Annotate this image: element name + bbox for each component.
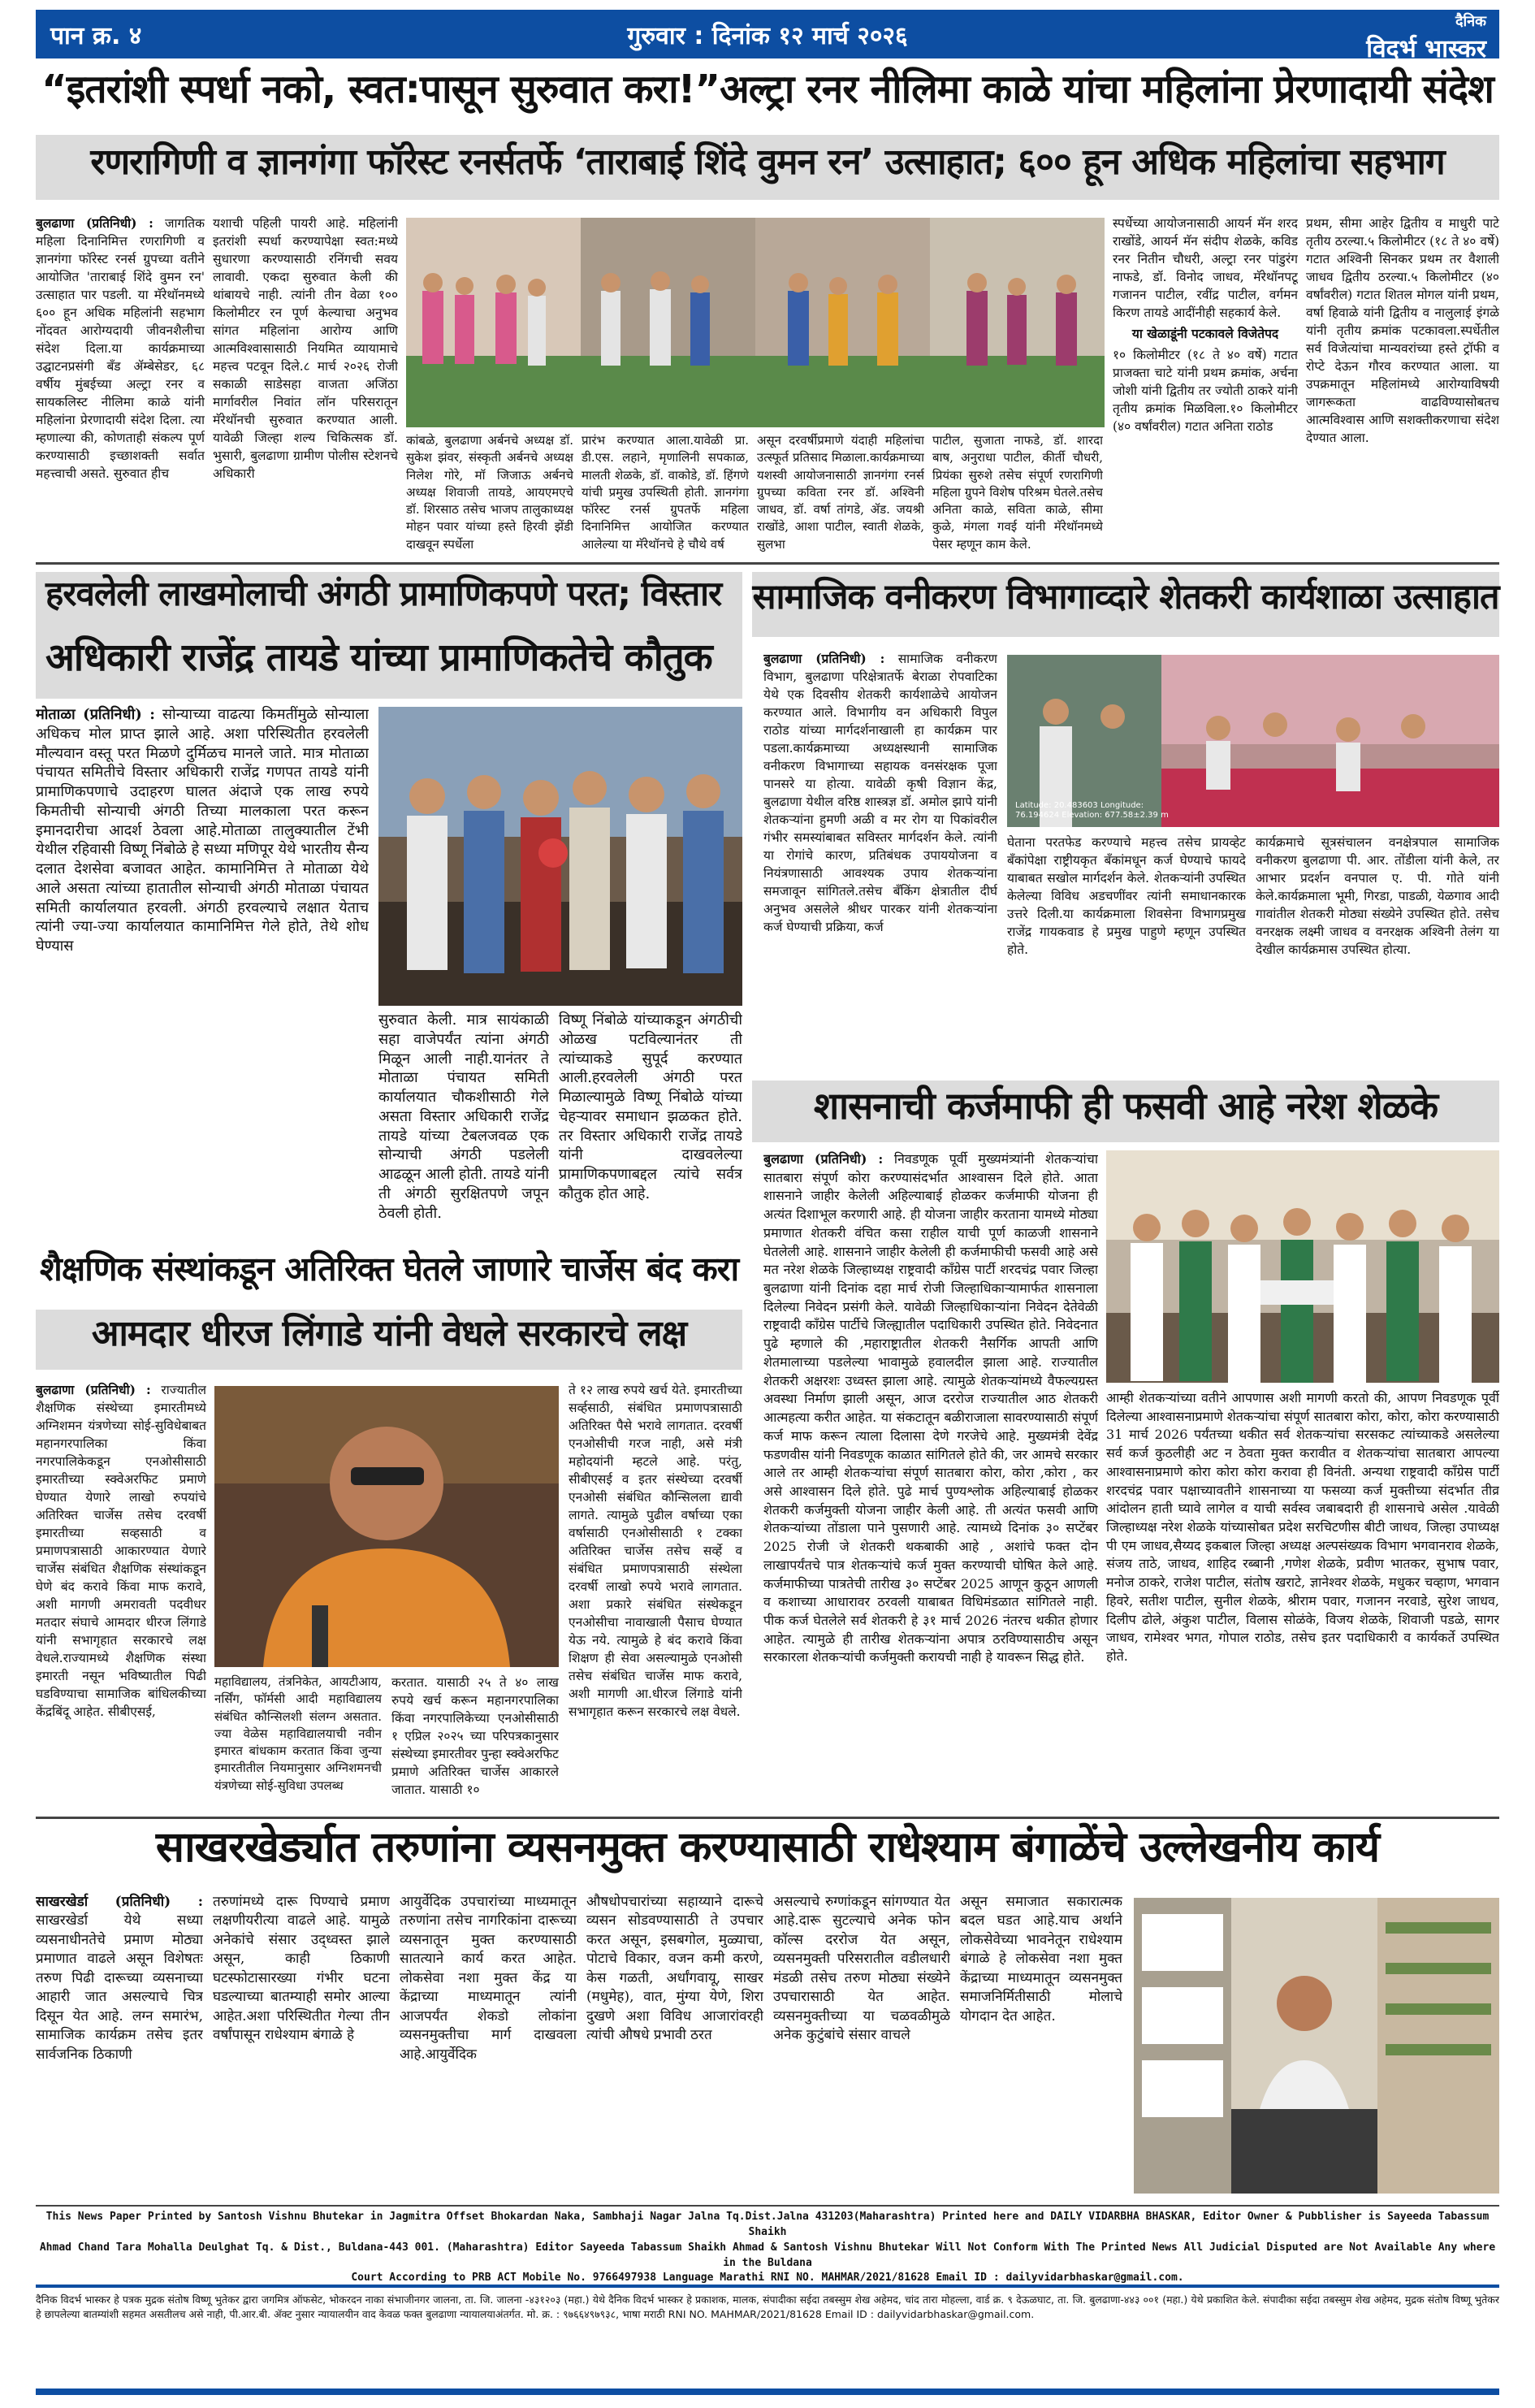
article1-column-2: यशाची पहिली पायरी आहे. महिलांनी इतरांशी स्पर्धा करण्यापेक्षा स्वत:मध्ये सुधारणा करण्यासाठी रनिंगची सवय लावावी. एकदा सुरुवात केली की थांबायचे नाही. त्यांनी तीन वेळा १०० किलोमीटर रन पूर्ण केल्याचा अनुभव सांगत महिलांना आरोग्य आणि आत्मविश्वासासाठी नियमित व्यायामाचे महत्त्व पटवून दिले.८ मार्च २०२६ रोजी सकाळी साडेसहा वाजता अजिंठा मार्गावरील निवांत लॉन परिसरातून मॅरेथॉनची सुरुवात करण्यात आली. यावेळी जिल्हा शल्य चिकित्सक डॉ. भुसारी, बुलढाणा ग्रामीण पोलीस स्टेशनचे अधिकारी (213, 216, 398, 481)
article4-headline: शासनाची कर्जमाफी ही फसवी आहे नरेश शेळके (813, 1084, 1438, 1128)
marathi-imprint: दैनिक विदर्भ भास्कर हे पत्रक मुद्रक संतोष विष्णू भुतेकर द्वारा जगमित्र ऑफसेट, भोकरदन नाका संभाजीनगर जालना, ता. जि. जालना -४३१२०३ (महा.) येथे दैनिक विदर्भ भास्कर हे प्रकाशक, मालक, संपादीका सईदा तबस्सुम शेख अहेमद, चांद तारा मोहल्ला, वार्ड क्र. ९ देऊळघाट, ता. जि. बुलढाणा-४४३ ००१ (महा.) येथे प्रकाशित केले. संपादीका सईदा तबस्सुम शेख अहेमद, मुद्रक संतोष विष्णू भुतेकर हे छापलेल्या बातम्यांशी सहमत असतीलच असे नाही, पी.आर.बी. ॲक्ट नुसार न्यायालयीन वाद केवळ फक्त बुलढाणा न्यायालयाअंतर्गत. मो. क्र. : ९७६६४९७९३८, भाषा मराठी RNI NO. MAHMAR/2021/81628 Email ID : dailyvidarbhaskar@gmail.com. (36, 2293, 1499, 2321)
article1-column-5: असून दरवर्षीप्रमाणे यंदाही महिलांचा उत्स्फूर्त प्रतिसाद मिळाला.कार्यक्रमाच्या यशस्वी आयोजनासाठी ज्ञानगंगा रनर्स ग्रुपच्या कविता रनर डॉ. अश्विनी जाधव, डॉ. वर्षा तांगडे, ॲड. जयश्री राखोंडे, आशा पाटील, स्वाती शेळके, सुलभा (757, 433, 924, 552)
article3-column-3: कार्यक्रमाचे सूत्रसंचालन वनक्षेत्रपाल सामाजिक वनीकरण बुलढाणा पी. आर. तोंडीला यांनी केले, तर आभार प्रदर्शन वनपाल ए. पी. गोते यांनी केले.कार्यक्रमाला भूमी, गिरडा, पाडळी, येळगाव आदी गावांतील शेतकरी मोठ्या संख्येने उपस्थित होते. तसेच वनरक्षक लक्ष्मी जाधव व वनरक्षक अश्विनी तेलंग या देखील कार्यक्रमास उपस्थित होत्या. (1256, 835, 1499, 957)
masthead-bar (36, 10, 1499, 63)
article5-column-1 (36, 1381, 206, 1808)
memorandum-photo-illustration (1106, 1150, 1499, 1383)
article1-column-4: प्रारंभ करण्यात आला.यावेळी प्रा. डी.एस. लहाने, मृणालिनी सपकाळ, मालती शेळके, डॉ. वाकोडे, डॉ. हिंगणे यांची प्रमुख उपस्थिती होती. ज्ञानगंगा फॉरेस्ट रनर्स ग्रुपतर्फे महिला दिनानिमित्त आयोजित करण्यात आलेल्या या मॅरेथॉनचे हे चौथे वर्ष (582, 433, 749, 552)
article2-photo (378, 707, 742, 1006)
article5-column-4: करतात. यासाठी २५ ते ४० लाख रुपये खर्च करून महानगरपालिका किंवा नगरपालिकेच्या एनओसीसाठी १ एप्रिल २०२५ च्या परिपत्रकानुसार संस्थेच्या इमारतीवर पुन्हा स्क्वेअरफिट प्रमाणे अतिरिक्त चार्जेस आकारले जातात. यासाठी १० (391, 1675, 559, 1797)
article4-column-2: आम्ही शेतकऱ्यांच्या वतीने आपणास अशी मागणी करतो की, आपण निवडणूक पूर्वी दिलेल्या आश्वासनाप्रमाणे शेतकऱ्यांचा संपूर्ण सातबारा कोरा, कोरा, कोरा करण्यासाठी 31 मार्च 2026 पर्यंतच्या थकीत सर्व शेतकऱ्यांचा सरसकट त्यांच्याकडे असलेल्या सर्व कर्ज कुठलीही अट न ठेवता मुक्त करावीत व शेतकऱ्यांचा सातबारा आपल्या आश्वासनाप्रमाणे कोरा कोरा कोरा करावा ही विनंती. अन्यथा राष्ट्रवादी काँग्रेस पार्टी शरदचंद्र पवार पक्षाच्यावतीने शासनाच्या या फसव्या कर्ज मुक्तीच्या संदर्भात तीव्र आंदोलन हाती घ्यावे लागेल व याची सर्वस्व जबाबदारी ही शासनाचे असेल .यावेळी जिल्हाध्यक्ष नरेश शेळके यांच्यासोबत प्रदेश सरचिटणीस बीटी जाधव, जिल्हा उपाध्यक्ष पी एम जाधव,सैय्यद इकबाल जिल्हा अध्यक्ष अल्पसंख्यक विभाग भगवानराव शेळके, संजय ताठे, जाधव, शाहिद रब्बानी ,गणेश शेळके, प्रवीण भातकर, सुभाष पवार, मनोज ठाकरे, राजेश पाटील, संतोष खराटे, ज्ञानेश्वर शेळके, मधुकर चव्हाण, भगवान हिवरे, सतीश पाटील, सुनील शेळके, श्रीराम पवार, गजानन नरवाडे, सुरेश जाधव, दिलीप ढोले, अंकुश पाटील, विलास सोळंके, विजय शेळके, शिवाजी पडळे, सागर जाधव, रामेश्वर भगत, गोपाल राठोड, तसेच इतर पदाधिकारी व कार्यकर्ते उपस्थित होते. (1106, 1390, 1499, 1665)
article5-headline-2: आमदार धीरज लिंगाडे यांनी वेधले सरकारचे लक्ष (91, 1313, 687, 1354)
article1-column-6: पाटील, सुजाता नाफडे, डॉ. शारदा बाष, अनुराधा पाटील, कीर्ती चौधरी, प्रियंका सुरुशे तसेच संपूर्ण रणरागिणी महिला ग्रुपने विशेष परिश्रम घेतले.तसेच अनिता काळे, सविता काळे, सीमा कुळे, मंगला गवई यांनी मॅरेथॉनमध्ये पेसर म्हणून काम केले. (932, 433, 1103, 552)
article5-headline-1: शैक्षणिक संस्थांकडून अतिरिक्त घेतले जाणारे चार्जेस बंद करा (39, 1249, 739, 1288)
article6-text-1: साखरखेर्डा येथे सध्या व्यसनाधीनतेचे प्रमाण मोठ्या प्रमाणात वाढले असून विशेषतः तरुण पिढी दारूच्या व्यसनाच्या आहारी जात असल्याचे चित्र दिसून येत आहे. लग्न समारंभ, सामाजिक कार्यक्रम तसेच इतर सार्वजनिक ठिकाणी (36, 1912, 203, 2063)
newspaper-logo (1366, 11, 1486, 64)
womens-run-photo-illustration (406, 218, 1105, 427)
article5-column-2: ते १२ लाख रुपये खर्च येते. इमारतीच्या सर्व्हसाठी, संबंधित प्रमाणपत्रासाठी अतिरिक्त पैसे भरावे लागतात. दरवर्षी एनओसीची गरज नाही, असे मंत्री महोदयांनी म्हटले आहे. परंतु, सीबीएसई व इतर संस्थेच्या दरवर्षी एनओसी संबंधित कौन्सिलला द्यावी लागते. त्यामुळे पुढील वर्षाच्या एका वर्षासाठी एनओसीसाठी १ टक्का अतिरिक्त चार्जेस तसेच सर्व्हे व संबंधित प्रमाणपत्रासाठी संस्थेला दरवर्षी लाखो रुपये भरावे लागतात. अशा प्रकारे संबंधित संस्थेकडून एनओसीचा नावाखाली पैसाच घेण्यात येऊ नये. त्यामुळे हे बंद करावे किंवा शिक्षण ही सेवा असल्यामुळे एनओसी तसेच संबंधित चार्जेस माफ करावे, अशी मागणी आ.धीरज लिंगाडे यांनी सभागृहात करून सरकारचे लक्ष वेधले. (569, 1383, 742, 1719)
article5-text-1: राज्यातील शैक्षणिक संस्थेच्या इमारतीमध्ये अग्निशमन यंत्रणेच्या सोई-सुविधेबाबत महानगरपालिका किंवा नगरपालिकेकडून एनओसीसाठी इमारतीच्या स्क्वेअरफिट प्रमाणे घेण्यात येणारे लाखो रुपयांचे अतिरिक्त चार्जेस तसेच दरवर्षी इमारतीच्या सव्हसाठी व प्रमाणपत्रासाठी आकारण्यात येणारे चार्जेस संबंधित शैक्षणिक संस्थांकडून घेणे बंद करावे किंवा माफ करावे, अशी मागणी अमरावती पदवीधर मतदार संघाचे आमदार धीरज लिंगाडे यांनी सभागृहात सरकारचे लक्ष वेधले.राज्यामध्ये शैक्षणिक संस्था इमारती नसून भविष्यातील पिढी घडविण्याचा सामाजिक बांधिलकीच्या केंद्रबिंदू आहेत. सीबीएसई, (36, 1383, 206, 1719)
article5-photo (214, 1386, 559, 1667)
article1-organisers-text: स्पर्धेच्या आयोजनासाठी आयर्न मॅन शरद राखोंडे, आयर्न मॅन संदीप शेळके, कविड रनर नितीन चौधरी, अल्ट्रा रनर पांडुरंग नाफडे, डॉ. विनोद जाधव, मॅरेथॉनपटू गजानन पाटील, रवींद्र पाटील, वर्गमन किरण तायडे आदींनीही सहकार्य केले. (1113, 216, 1298, 320)
logo-prefix: दैनिक (1455, 13, 1486, 30)
article1-winners-subhead: या खेळाडूंनी पटकावले विजेतेपद (1131, 326, 1279, 341)
article6-column-4: औषधोपचारांच्या सहाय्याने दारूचे व्यसन सोडवण्यासाठी ते उपचार करत असून, इसबगोल, मुळ्याचा, पोटाचे विकार, वजन कमी करणे, केस गळती, अर्धांगवायू, साखर (मधुमेह), वात, मुंग्या येणे, शिरा दुखणे अशा विविध आजारांवरही त्यांची औषधे प्रभावी ठरत (586, 1894, 763, 2044)
article1-text-1: जागतिक महिला दिनानिमित्त रणरागिणी व ज्ञानगंगा फॉरेस्ट रनर्स ग्रुपच्या वतीने आयोजित 'ताराबाई शिंदे वुमन रन' उत्साहात पार पडली. या मॅरेथॉनमध्ये ६०० हून अधिक महिलांनी सहभाग नोंदवत आरोग्यदायी जीवनशैलीचा संदेश दिला.या कार्यक्रमाच्या उद्घाटनप्रसंगी बँड ॲम्बेसेडर, ६८ वर्षीय मुंबईच्या अल्ट्रा रनर व सायकलिस्ट नीलिमा काळे यांनी महिलांना प्रेरणादायी संदेश दिला. त्या म्हणाल्या की, कोणताही संकल्प पूर्ण करण्यासाठी इच्छाशक्ती सर्वात महत्त्वाची असते. सुरुवात हीच (36, 216, 205, 481)
article1-column-8: प्रथम, सीमा आहेर द्वितीय व माधुरी पाटे तृतीय ठरल्या.५ किलोमीटर (१८ ते ४० वर्षे) गटात अश्विनी सिनकर प्रथम तर वैशाली जाधव द्वितीय ठरल्या.५ किलोमीटर (४० वर्षांवरील) गटात शितल मोगल यांनी प्रथम, वर्षा हिवाळे यांनी द्वितीय व नालुलाई इंगळे यांनी तृतीय क्रमांक पटकावला.स्पर्धेतील सर्व विजेत्यांचा मान्यवरांच्या हस्ते ट्रॉफी व रोप्टे देऊन गौरव करण्यात आला. या उपक्रमातून महिलांमध्ये आरोग्याविषयी जागरूकता वाढविण्यासोबतच आत्मविश्वास आणि सशक्तीकरणाचा संदेश देण्यात आला. (1306, 216, 1499, 445)
article4-dateline: बुलढाणा (प्रतिनिधी) : (763, 1151, 884, 1167)
article2-text-1: सोन्याच्या वाढत्या किमतींमुळे सोन्याला अधिकच मोल प्राप्त झाले आहे. अशा परिस्थितीत हरवलेली मौल्यवान वस्तू परत मिळणे दुर्मिळच मानले जाते. मात्र मोताळा पंचायत समितीचे विस्तार अधिकारी राजेंद्र गणपत तायडे यांनी प्रामाणिकपणाचे उदाहरण घालत अंदाजे एक लाख रुपये किमतीची सोन्याची अंगठी तिच्या मालकाला परत करून इमानदारीचा आदर्श ठेवला आहे.मोताळा तालुक्यातील टेंभी येथील रहिवासी विष्णू निंबोळे हे सध्या मणिपूर येथे भारतीय सैन्य दलात देशसेवा बजावत आहेत. कामानिमित्त ते मोताळा येथे आले असता त्यांच्या हातातील सोन्याची अंगठी मोताळा पंचायत समिती कार्यालयात हरवली. अंगठी हरवल्याचे लक्षात येताच त्यांनी ज्या-ज्या कार्यालयात कामानिमित्त गेले होते, तेथे शोध घेण्यास (36, 706, 369, 955)
article3-headline: सामाजिक वनीकरण विभागाव्दारे शेतकरी कार्यशाळा उत्साहात (752, 577, 1499, 617)
article6-column-5: असल्याचे रुग्णांकडून सांगण्यात येत आहे.दारू सुटल्याचे अनेक फोन कॉल्स दररोज येत असून, व्यसनमुक्ती परिसरातील वडीलधारी मंडळी तसेच तरुण मोठ्या संख्येने उपचारासाठी येत आहेत. व्यसनमुक्तीच्या या चळवळीमुळे अनेक कुटुंबांचे संसार वाचले (773, 1894, 950, 2044)
imprint-top-rule (36, 2205, 1499, 2207)
bottom-blue-bar (36, 2389, 1499, 2395)
article6-column-6: असून समाजात सकारात्मक बदल घडत आहे.याच अर्थाने लोकसेवेच्या भावनेतून राधेश्याम बंगाळे हे लोकसेवा नशा मुक्त केंद्राच्या माध्यमातून व्यसनमुक्त समाजनिर्मितीसाठी मोलाचे योगदान देत आहेत. (960, 1894, 1122, 2025)
article1-column-7 (1113, 214, 1298, 556)
article1-dateline: बुलढाणा (प्रतिनिधी) : (36, 215, 154, 231)
deaddiction-centre-photo-illustration (1134, 1898, 1499, 2194)
section-divider (36, 562, 1499, 565)
imprint-blue-rule (36, 2285, 1499, 2288)
article4-text-1: निवडणूक पूर्वी मुख्यमंत्र्यांनी शेतकऱ्यांचा सातबारा संपूर्ण कोरा करण्यासंदर्भात आश्वासन दिले होते. आता शासनाने जाहीर केलेली अहिल्याबाई होळकर कर्जमाफी योजना ही अत्यंत दिशाभूल करणारी आहे. ही योजना जाहीर करताना यामध्ये मोठ्या प्रमाणात शेतकरी वंचित कसा राहील याची पूर्ण काळजी शासनाने घेतलेली आहे. शासनाने जाहीर केलेली ही कर्जमाफीची फसवी आहे असे मत नरेश शेळके जिल्हाध्यक्ष राष्ट्रवादी काँग्रेस पार्टी शरदचंद्र पवार जिल्हा बुलढाणा यांनी दिनांक दहा मार्च रोजी जिल्हाधिकाऱ्यामार्फत शासनाला दिलेल्या निवेदन प्रसंगी केले. यावेळी जिल्हाधिकाऱ्यांना निवेदन देतेवेळी राष्ट्रवादी काँग्रेस पार्टीचे जिल्ह्यातील पदाधिकारी उपस्थित होते. निवेदनात पुढे म्हणाले की ,महाराष्ट्रातील शेतकरी नैसर्गिक आपती आणि शेतमालाच्या पडलेल्या भावामुळे हवालदील झाला आहे. राज्यातील शेतकरी अक्षरशः उध्वस्त झाला आहे. त्यामुळे शेतकऱ्यांमध्ये वैफल्यग्रस्त अवस्था निर्माण झाली असून, आज दररोज राज्यातील आठ शेतकरी आत्महत्या करीत आहेत. या संकटातून बळीराजाला सावरण्यासाठी संपूर्ण कर्ज माफ करून त्याला दिलासा देणे गरजेचे आहे. मुख्यमंत्री देवेंद्र फडणवीस यांनी निवडणूक काळात सांगितले होते की, जर आमचे सरकार आले तर आम्ही शेतकऱ्यांचा संपूर्ण सातबारा कोरा, कोरा ,कोरा , कर असे आश्वासन दिले होते. पुढे मार्च पुण्यश्लोक अहिल्याबाई होळकर शेतकरी कर्जमुक्ती योजना जाहीर केली आहे. ती अत्यंत फसवी आणि शेतकऱ्यांच्या तोंडाला पाने पुसणारी आहे. त्यामध्ये दिनांक ३० सप्टेंबर 2025 रोजी जे शेतकरी थकबाकी आहे , अशांचे फक्त दोन लाखापर्यंतचे पात्र शेतकऱ्यांचे कर्ज मुक्त करण्याची घोषित केले आहे. कर्जमाफीच्या पात्रतेची तारीख ३० सप्टेंबर 2025 आणून कुठून आणली व कशाच्या आधारावर ठरवली याबाबत विधिमंडळात सांगितले नाही. पीक कर्ज घेतलेले सर्व शेतकरी हे ३१ मार्च 2026 नंतरच थकीत होणार आहेत. त्यामुळे ही तारीख शेतकऱ्यांना अपात्र ठरविण्यासाठीच असून सरकारला शेतकऱ्यांची कर्जमुक्ती करायची नाही हे यावरून सिद्ध होते. (763, 1151, 1098, 1665)
imprint-line-3: Court According to PRB ACT Mobile No. 9766497938 Language Marathi RNI NO. MAHMAR/2021/81628 Email ID : dailyvidarbhaskar@gmail.com. (351, 2272, 1184, 2285)
issue-date: गुरुवार : दिनांक १२ मार्च २०२६ (627, 22, 908, 50)
article1-photo (406, 218, 1105, 427)
imprint-line-1: This News Paper Printed by Santosh Vishnu Bhutekar in Jagmitra Offset Bhokardan Naka, Sambhaji Nagar Jalna Tq.Dist.Jalna 431203(Maharashtra) Printed here and DAILY VIDARBHA BHASKAR, Editor Owner & Pubblisher is Sayeeda Tabassum Shaikh (45, 2211, 1490, 2238)
article5-dateline: बुलढाणा (प्रतिनिधी) : (36, 1382, 151, 1397)
article3-column-1 (763, 650, 997, 1072)
article6-dateline: साखरखेर्डा (प्रतिनिधी) : (36, 1894, 203, 1910)
article4-column-1 (763, 1150, 1098, 1808)
article1-winners-text: १० किलोमीटर (१८ ते ४० वर्षे) गटात प्राजक्ता चाटे यांनी प्रथम क्रमांक, अर्चना जोशी यांनी द्वितीय तर ज्योती ठाकरे यांनी तृतीय क्रमांक मिळविला.१० किलोमीटर (४० वर्षांवरील) गटात अनिता राठोड (1113, 348, 1298, 434)
article6-column-1 (36, 1893, 203, 2202)
article1-column-3: कांबळे, बुलढाणा अर्बनचे अध्यक्ष डॉ. सुकेश झंवर, संस्कृती अर्बनचे अध्यक्ष निलेश गोरे, मॉ जिजाऊ अर्बनचे अध्यक्ष शिवाजी तायडे, आयएमएचे डॉ. शिरसाठ तसेच भाजप तालुकाध्यक्ष मोहन पवार यांच्या हस्ते हिरवी झेंडी दाखवून स्पर्धेला (406, 433, 573, 552)
imprint-line-2: Ahmad Chand Tara Mohalla Deulghat Tq. & Dist., Buldana-443 001. (Maharashtra) Editor Sayeeda Tabassum Shaikh Ahmad & Santosh Vishnu Bhutekar Will Not Conform With The Printed News All Judicial Disputed are Not Available Any where in the Buldana (39, 2241, 1496, 2269)
article6-column-3: आयुर्वेदिक उपचारांच्या माध्यमातून तरुणांना तसेच नागरिकांना दारूच्या व्यसनातून मुक्त करण्यासाठी सातत्याने कार्य करत आहेत. लोकसेवा नशा मुक्त केंद्र या केंद्राच्या माध्यमातून त्यांनी आजपर्यंत शेकडो लोकांना व्यसनमुक्तीचा मार्ग दाखवला आहे.आयुर्वेदिक (400, 1894, 577, 2063)
article1-headline: रणरागिणी व ज्ञानगंगा फॉरेस्ट रनर्सतर्फे ‘ताराबाई शिंदे वुमन रन’ उत्साहात; ६०० हून अधिक महिलांचा सहभाग (90, 141, 1445, 183)
article2-column-2: सुरुवात केली. मात्र सायंकाळी सहा वाजेपर्यंत त्यांना अंगठी मिळून आली नाही.यानंतर ते मोताळा पंचायत समिती कार्यालयात चौकशीसाठी गेले असता विस्तार अधिकारी राजेंद्र तायडे यांच्या टेबलजवळ एक सोन्याची अंगठी पडलेली आढळून आली होती. तायडे यांनी ती अंगठी सुरक्षितपणे जपून ठेवली होती. (378, 1011, 549, 1222)
article2-column-1 (36, 705, 369, 1241)
english-imprint (36, 2210, 1499, 2286)
article6-headline: साखरखेर्ड्यात तरुणांना व्यसनमुक्त करण्यासाठी राधेश्याम बंगाळेंचे उल्लेखनीय कार्य (155, 1823, 1380, 1872)
mla-speech-photo-illustration (214, 1386, 559, 1667)
logo-name: विदर्भ भास्कर (1366, 35, 1486, 63)
article2-dateline: मोताळा (प्रतिनिधी) : (36, 706, 155, 723)
article4-photo (1106, 1150, 1499, 1383)
article1-column-1 (36, 214, 205, 556)
article6-photo (1134, 1898, 1499, 2194)
article2-headline-line2: अधिकारी राजेंद्र तायडे यांच्या प्रामाणिकतेचे कौतुक (45, 635, 712, 680)
article3-text-1: सामाजिक वनीकरण विभाग, बुलढाणा परिक्षेत्रातर्फे बेराळा रोपवाटिका येथे एक दिवसीय शेतकरी कार्यशाळेचे आयोजन करण्यात आले. विभागीय वन अधिकारी विपुल राठोड यांच्या मार्गदर्शनाखाली हा कार्यक्रम पार पडला.कार्यक्रमाच्या अध्यक्षस्थानी सामाजिक वनीकरण विभागाच्या सहायक वनसंरक्षक पूजा पानसरे या होत्या. यावेळी कृषी विज्ञान केंद्र, बुलढाणा येथील वरिष्ठ शास्त्रज्ञ डॉ. अमोल झापे यांनी शेतकऱ्यांना हुमणी अळी व मर रोग या पिकांवरील गंभीर समस्यांबाबत सविस्तर मार्गदर्शन केले. त्यांनी या रोगांचे कारण, प्रतिबंधक उपाययोजना व नियंत्रणासाठी आवश्यक उपाय शेतकऱ्यांना समजावून सांगितले.तसेच बँकिंग क्षेत्रातील दीर्घ अनुभव असलेले श्रीधर पारकर यांनी शेतकऱ्यांना कर्ज घेण्याची प्रक्रिया, कर्ज (763, 652, 997, 934)
article2-headline-line1: हरवलेली लाखमोलाची अंगठी प्रामाणिकपणे परत; विस्तार (45, 574, 722, 613)
article3-dateline: बुलढाणा (प्रतिनिधी) : (763, 651, 885, 666)
article6-column-2: तरुणांमध्ये दारू पिण्याचे प्रमाण लक्षणीयरीत्या वाढले आहे. यामुळे अनेकांचे संसार उद्ध्वस्त झाले असून, काही ठिकाणी घटस्फोटासारख्या गंभीर घटना घडल्याच्या बातम्याही समोर आल्या आहेत.अशा परिस्थितीत गेल्या तीन वर्षांपासून राधेश्याम बंगाळे हे (213, 1894, 390, 2044)
article1-kicker: “इतरांशी स्पर्धा नको, स्वत:पासून सुरुवात करा!”अल्ट्रा रनर नीलिमा काळे यांचा महिलांना प्रेरणादायी संदेश (41, 67, 1494, 112)
article2-column-3: विष्णू निंबोळे यांच्याकडून अंगठीची ओळख पटविल्यानंतर ती त्यांच्याकडे सुपूर्द करण्यात आली.हरवलेली अंगठी परत मिळाल्यामुळे विष्णू निंबोळे यांच्या चेहऱ्यावर समाधान झळकत होते. तर विस्तार अधिकारी राजेंद्र तायडे यांनी दाखवलेल्या प्रामाणिकपणाबद्दल त्यांचे सर्वत्र कौतुक होत आहे. (559, 1011, 742, 1202)
bottom-section-divider (36, 1817, 1499, 1819)
article5-column-3: महाविद्यालय, तंत्रनिकेत, आयटीआय, नर्सिंग, फॉर्मसी आदी महाविद्यालय संबंधित कौन्सिलशी संलग्न असतात. ज्या वेळेस महाविद्यालयाची नवीन इमारत बांधकाम करतात किंवा जुन्या इमारतीतील नियमानुसार अग्निशमनची यंत्रणेच्या सोई-सुविधा उपलब्ध (214, 1674, 382, 1793)
photo-gps-stamp: Latitude: 20.483603 Longitude: 76.194624 Elevation: 677.58±2.39 m (1015, 801, 1169, 820)
page-number: पान क्र. ४ (50, 22, 142, 50)
article3-column-2: घेताना परतफेड करण्याचे महत्त्व तसेच प्रायव्हेट बँकांपेक्षा राष्ट्रीयकृत बँकांमधून कर्ज घेण्याचे फायदे याबाबत सखोल मार्गदर्शन केले. शेतकऱ्यांनी उपस्थित केलेल्या विविध अडचणींवर त्यांनी समाधानकारक उत्तरे दिली.या कार्यक्रमाला शिवसेना विभागप्रमुख राजेंद्र गायकवाड हे प्रमुख पाहुणे म्हणून उपस्थित होते. (1007, 835, 1246, 957)
ring-return-photo-illustration (378, 707, 742, 1006)
